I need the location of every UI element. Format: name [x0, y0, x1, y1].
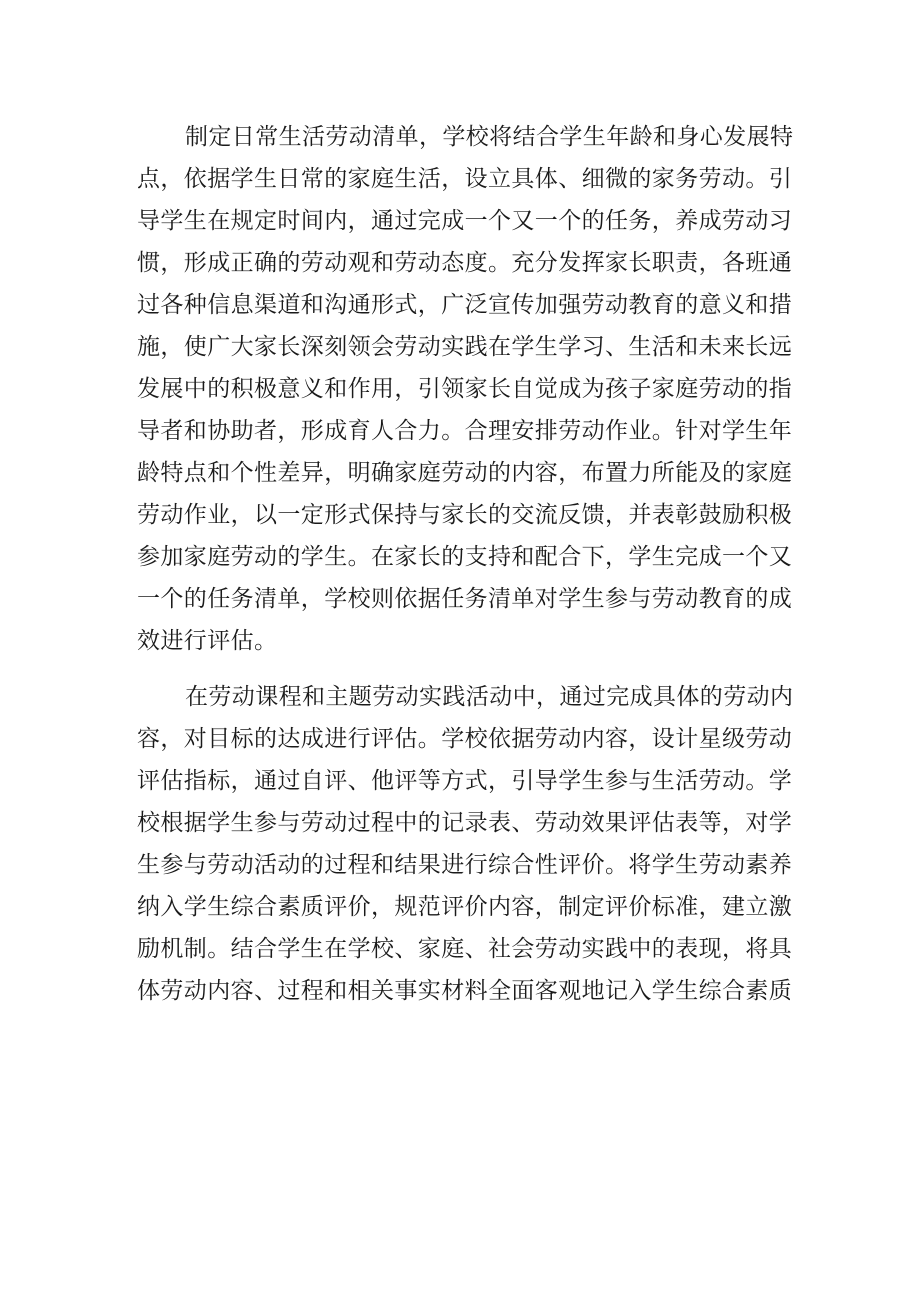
paragraph-line: 发展中的积极意义和作用，引领家长自觉成为孩子家庭劳动的指 [137, 376, 793, 402]
paragraph-line: 制定日常生活劳动清单，学校将结合学生年龄和身心发展特 [185, 124, 794, 150]
paragraph-line: 过各种信息渠道和沟通形式，广泛宣传加强劳动教育的意义和措 [137, 292, 793, 318]
paragraph-1 [137, 116, 793, 662]
paragraph-line: 施，使广大家长深刻领会劳动实践在学生学习、生活和未来长远 [137, 334, 793, 360]
paragraph-line: 劳动作业，以一定形式保持与家长的交流反馈，并表彰鼓励积极 [137, 502, 793, 528]
paragraph-line: 惯，形成正确的劳动观和劳动态度。充分发挥家长职责，各班通 [137, 250, 793, 276]
paragraph-line: 效进行评估。 [137, 628, 278, 654]
paragraph-line: 纳入学生综合素质评价，规范评价内容，制定评价标准，建立激 [137, 894, 793, 920]
paragraph-line: 校根据学生参与劳动过程中的记录表、劳动效果评估表等，对学 [137, 810, 793, 836]
paragraph-line: 一个的任务清单，学校则依据任务清单对学生参与劳动教育的成 [137, 586, 793, 612]
paragraph-line: 体劳动内容、过程和相关事实材料全面客观地记入学生综合素质 [137, 978, 793, 1004]
document-body [137, 116, 793, 1012]
paragraph-line: 导学生在规定时间内，通过完成一个又一个的任务，养成劳动习 [137, 208, 793, 234]
paragraph-line: 在劳动课程和主题劳动实践活动中，通过完成具体的劳动内 [185, 684, 794, 710]
paragraph-line: 龄特点和个性差异，明确家庭劳动的内容，布置力所能及的家庭 [137, 460, 793, 486]
paragraph-line: 励机制。结合学生在学校、家庭、社会劳动实践中的表现，将具 [137, 936, 793, 962]
paragraph-line: 评估指标，通过自评、他评等方式，引导学生参与生活劳动。学 [137, 768, 793, 794]
paragraph-line: 生参与劳动活动的过程和结果进行综合性评价。将学生劳动素养 [137, 852, 793, 878]
paragraph-line: 点，依据学生日常的家庭生活，设立具体、细微的家务劳动。引 [137, 166, 793, 192]
paragraph-line: 容，对目标的达成进行评估。学校依据劳动内容，设计星级劳动 [137, 726, 793, 752]
paragraph-line: 导者和协助者，形成育人合力。合理安排劳动作业。针对学生年 [137, 418, 793, 444]
paragraph-spacer [137, 662, 793, 676]
paragraph-line: 参加家庭劳动的学生。在家长的支持和配合下，学生完成一个又 [137, 544, 793, 570]
paragraph-2 [137, 676, 793, 1012]
